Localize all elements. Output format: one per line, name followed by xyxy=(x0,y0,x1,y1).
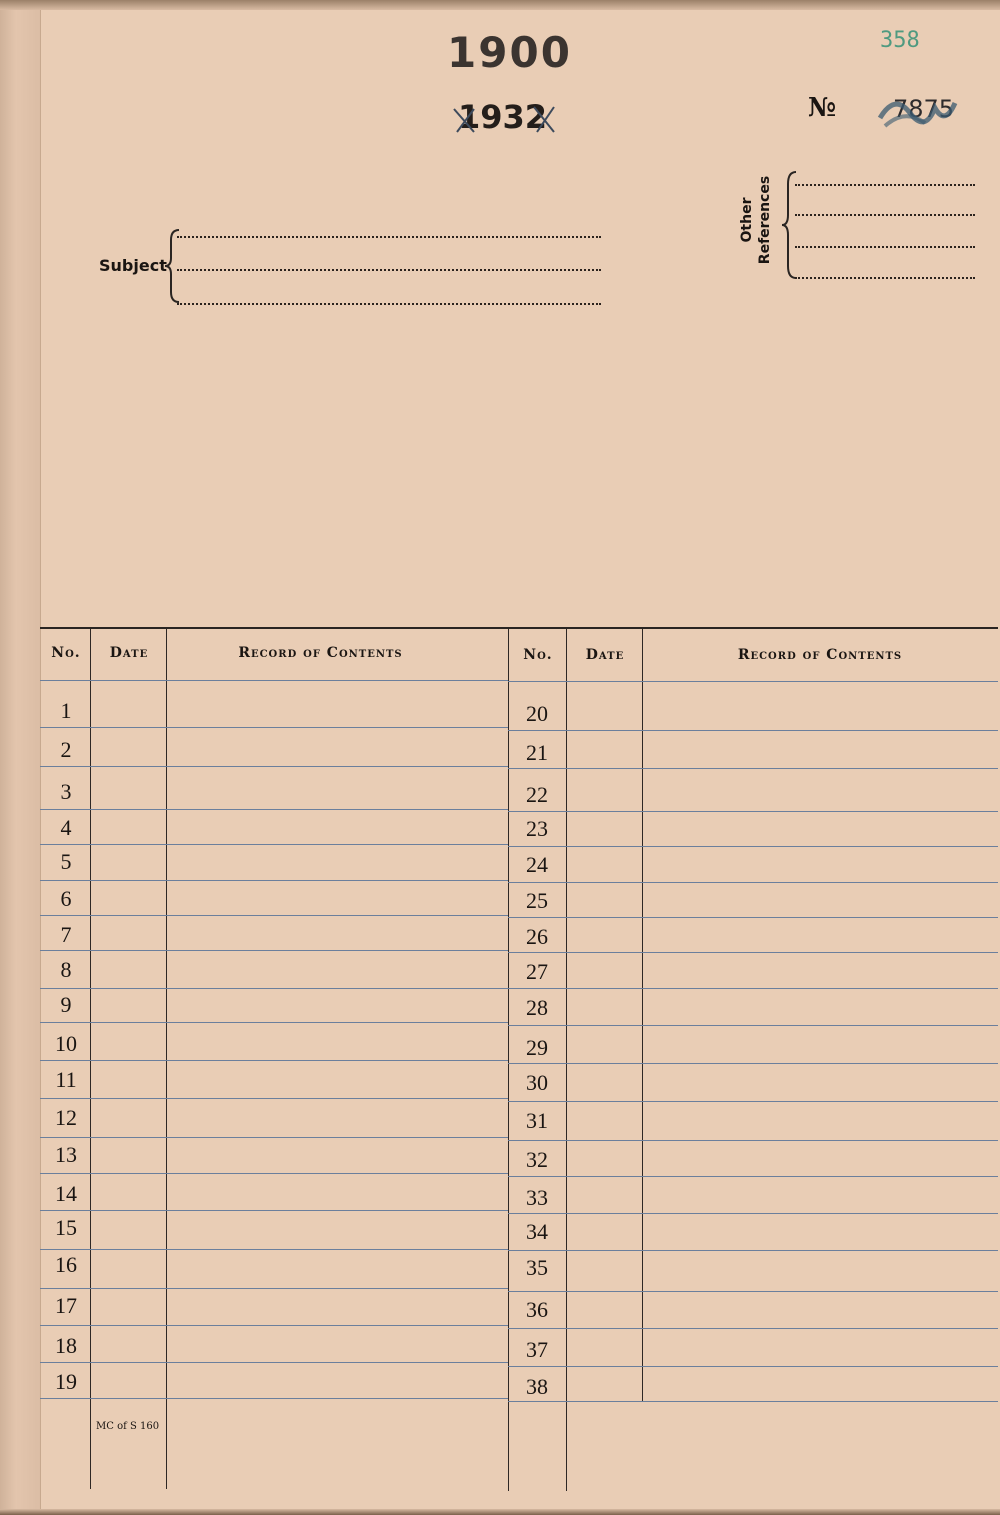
subject-line-1[interactable] xyxy=(177,236,601,238)
right-row-rule xyxy=(508,1025,998,1026)
left-row-rule xyxy=(40,1060,508,1061)
left-row-rule xyxy=(40,1325,508,1326)
right-row-rule xyxy=(508,1291,998,1292)
right-row-rule xyxy=(508,681,998,682)
left-row-rule xyxy=(40,844,508,845)
form-code: MC of S 160 xyxy=(96,1421,160,1432)
right-row-number: 22 xyxy=(526,782,548,807)
left-row-number: 9 xyxy=(60,992,72,1017)
left-row-rule xyxy=(40,950,508,951)
right-row-number: 36 xyxy=(526,1297,548,1322)
right-row-rule xyxy=(508,1401,998,1402)
left-row-rule xyxy=(40,1173,508,1174)
left-row-number: 15 xyxy=(55,1215,77,1240)
binding-edge xyxy=(0,0,41,1515)
right-row-rule xyxy=(508,1176,998,1177)
left-row-number: 3 xyxy=(60,779,72,804)
left-row-rule xyxy=(40,1137,508,1138)
right-row-number: 29 xyxy=(526,1035,548,1060)
right-row-number: 25 xyxy=(526,888,548,913)
left-row-number: 6 xyxy=(60,886,72,911)
right-row-rule xyxy=(508,952,998,953)
right-row-number: 38 xyxy=(526,1374,548,1399)
left-row-number: 17 xyxy=(55,1293,77,1318)
top-edge xyxy=(0,0,1000,10)
left-row-rule xyxy=(40,1022,508,1023)
right-row-rule xyxy=(508,917,998,918)
right-row-number: 37 xyxy=(526,1337,548,1362)
left-row-rule xyxy=(40,1210,508,1211)
left-row-rule xyxy=(40,727,508,728)
left-row-rule xyxy=(40,766,508,767)
other-references-brace xyxy=(780,170,800,280)
right-row-rule xyxy=(508,768,998,769)
left-row-number: 8 xyxy=(60,957,72,982)
right-row-number: 27 xyxy=(526,959,548,984)
right-row-rule xyxy=(508,1366,998,1367)
right-row-number: 21 xyxy=(526,740,548,765)
other-reference-line-2[interactable] xyxy=(795,214,975,216)
left-row-rule xyxy=(40,1288,508,1289)
right-row-rule xyxy=(508,882,998,883)
year-end: 1932 xyxy=(457,98,548,136)
right-row-number: 34 xyxy=(526,1219,548,1244)
left-row-number: 16 xyxy=(55,1252,77,1277)
other-references-label: Other References xyxy=(739,175,773,265)
left-row-number: 18 xyxy=(55,1333,77,1358)
left-row-number: 4 xyxy=(60,815,72,840)
right-row-rule xyxy=(508,988,998,989)
header-right-date: Date xyxy=(585,647,625,663)
left-row-number: 11 xyxy=(55,1067,77,1092)
left-row-number: 12 xyxy=(55,1105,77,1130)
subject-line-2[interactable] xyxy=(177,269,601,271)
left-row-number: 14 xyxy=(55,1181,77,1206)
left-row-rule xyxy=(40,1249,508,1250)
header-right-no: No. xyxy=(523,647,553,663)
header-left-date: Date xyxy=(109,645,149,661)
right-row-number: 33 xyxy=(526,1185,548,1210)
file-number-label: № xyxy=(808,93,837,123)
other-reference-line-1[interactable] xyxy=(795,184,975,186)
right-row-number: 24 xyxy=(526,852,548,877)
right-row-number: 35 xyxy=(526,1255,548,1280)
right-row-number: 23 xyxy=(526,816,548,841)
right-row-number: 26 xyxy=(526,924,548,949)
right-row-rule xyxy=(508,1250,998,1251)
right-row-number: 28 xyxy=(526,995,548,1020)
left-row-rule xyxy=(40,680,508,681)
right-row-number: 31 xyxy=(526,1108,548,1133)
right-row-rule xyxy=(508,1140,998,1141)
right-row-rule xyxy=(508,846,998,847)
left-row-number: 10 xyxy=(55,1031,77,1056)
left-row-rule xyxy=(40,988,508,989)
left-row-number: 5 xyxy=(60,849,72,874)
archive-stamp-number: 358 xyxy=(880,28,920,53)
left-row-rule xyxy=(40,809,508,810)
other-reference-line-3[interactable] xyxy=(795,246,975,248)
left-row-number: 7 xyxy=(60,922,72,947)
right-row-rule xyxy=(508,1101,998,1102)
header-right-record: Record of Contents xyxy=(737,647,903,663)
table-top-rule xyxy=(40,627,998,629)
right-row-number: 30 xyxy=(526,1070,548,1095)
left-row-rule xyxy=(40,880,508,881)
center-column-divider xyxy=(508,629,509,1491)
header-left-record: Record of Contents xyxy=(238,645,403,661)
left-row-rule xyxy=(40,1362,508,1363)
year-start: 1900 xyxy=(447,28,572,77)
right-row-number: 20 xyxy=(526,701,548,726)
left-row-number: 2 xyxy=(60,737,72,762)
bottom-edge xyxy=(0,1509,1000,1515)
left-row-number: 13 xyxy=(55,1142,77,1167)
header-left-no: No. xyxy=(51,645,81,661)
left-row-number: 19 xyxy=(55,1369,77,1394)
right-row-rule xyxy=(508,730,998,731)
right-row-number: 32 xyxy=(526,1147,548,1172)
right-row-rule xyxy=(508,1063,998,1064)
right-row-rule xyxy=(508,1213,998,1214)
file-number: 7875 xyxy=(893,95,955,123)
left-row-rule xyxy=(40,915,508,916)
subject-line-3[interactable] xyxy=(177,303,601,305)
right-row-rule xyxy=(508,1328,998,1329)
left-row-rule xyxy=(40,1098,508,1099)
right-date-column-divider xyxy=(642,629,643,1401)
right-row-rule xyxy=(508,811,998,812)
left-row-number: 1 xyxy=(60,698,72,723)
right-no-column-divider xyxy=(566,629,567,1491)
left-row-rule xyxy=(40,1398,508,1399)
left-date-column-divider xyxy=(166,629,167,1489)
subject-label: Subject xyxy=(99,256,167,275)
other-reference-line-4[interactable] xyxy=(795,277,975,279)
